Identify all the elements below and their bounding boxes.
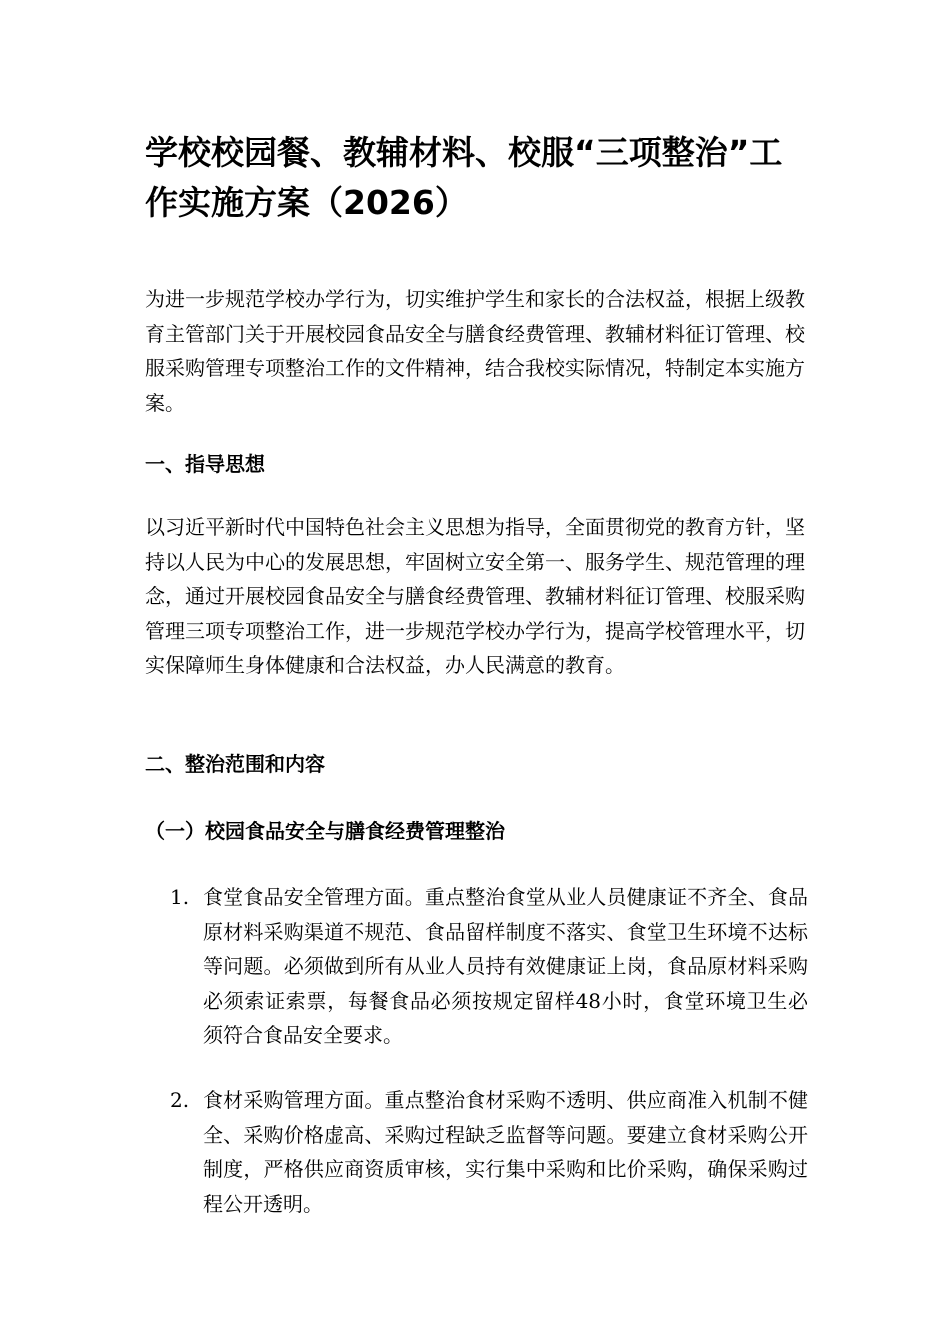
guiding-thought-paragraph: 以习近平新时代中国特色社会主义思想为指导，全面贯彻党的教育方针，坚持以人民为中心的发展思想，牢固树立安全第一、服务学生、规范管理的理念，通过开展校园食品安全与膳食经费管理、教辅材料征订管理、校服采购管理三项专项整治工作，进一步规范学校办学行为，提高学校管理水平，切实保障师生身体健康和合法权益，办人民满意的教育。 bbox=[145, 515, 805, 677]
intro-paragraph: 为进一步规范学校办学行为，切实维护学生和家长的合法权益，根据上级教育主管部门关于开展校园食品安全与膳食经费管理、教辅材料征订管理、校服采购管理专项整治工作的文件精神，结合我校实际情况，特制定本实施方案。 bbox=[145, 287, 805, 415]
section-heading-guiding-thought: 一、指导思想 bbox=[145, 452, 265, 476]
list-item-number: 2. bbox=[170, 1088, 190, 1112]
list-item-number: 1. bbox=[170, 885, 190, 909]
document-title: 学校校园餐、教辅材料、校服“三项整治”工作实施方案（2026） bbox=[145, 133, 783, 222]
subsection-heading-food-safety: （一）校园食品安全与膳食经费管理整治 bbox=[145, 819, 505, 843]
section-heading-scope-content: 二、整治范围和内容 bbox=[145, 752, 325, 776]
list-item-text: 食堂食品安全管理方面。重点整治食堂从业人员健康证不齐全、食品原材料采购渠道不规范、食品留样制度不落实、食堂卫生环境不达标等问题。必须做到所有从业人员持有效健康证上岗，食品原材料采购必须索证索票，每餐食品必须按规定留样48小时，食堂环境卫生必须符合食品安全要求。 bbox=[203, 885, 808, 1047]
list-item-text: 食材采购管理方面。重点整治食材采购不透明、供应商准入机制不健全、采购价格虚高、采购过程缺乏监督等问题。要建立食材采购公开制度，严格供应商资质审核，实行集中采购和比价采购，确保采购过程公开透明。 bbox=[203, 1088, 808, 1216]
